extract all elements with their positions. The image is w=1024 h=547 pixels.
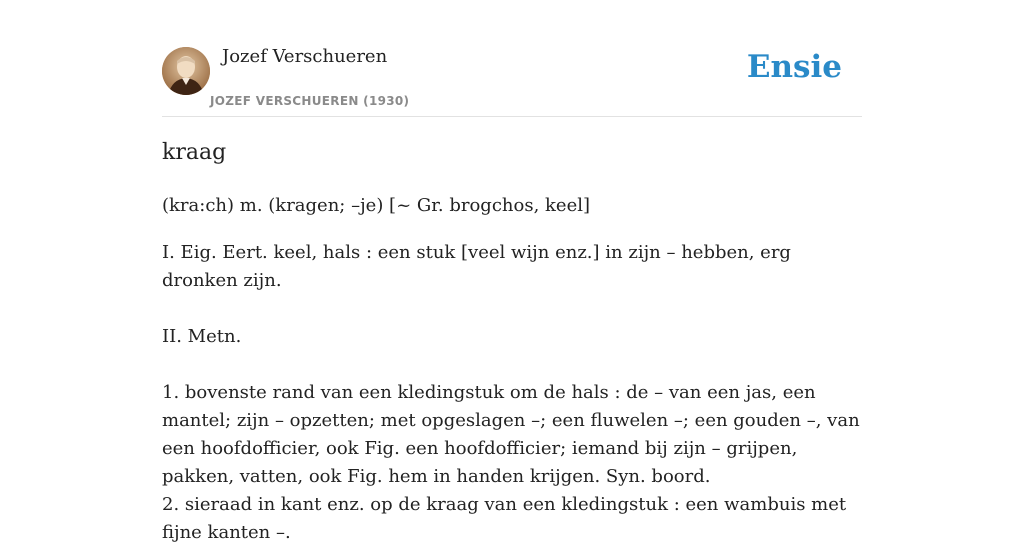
entry-body [162, 239, 862, 547]
page [162, 0, 862, 543]
paragraph-gap [162, 295, 862, 323]
source-label: JOZEF VERSCHUEREN (1930) [210, 94, 410, 108]
author-name[interactable]: Jozef Verschueren [222, 46, 388, 67]
subsense-2: 2. sieraad in kant enz. op de kraag van een kledingstuk : een wambuis met fijne kanten –. [162, 494, 847, 543]
author-avatar[interactable] [162, 47, 210, 95]
entry-header [162, 0, 862, 117]
sense-2: II. Metn. [162, 326, 242, 347]
brand-logo[interactable]: Ensie [746, 49, 842, 85]
paragraph-gap [162, 351, 862, 379]
subsense-1: 1. bovenste rand van een kledingstuk om de hals : de – van een jas, een mantel; zijn – opzetten; met opgeslagen –; een fluwelen –; een gouden –, van een hoofdofficier, ook Fig. een hoofdofficier; iemand bij zijn – grijpen, pakken, vatten, ook Fig. hem in handen krijgen. Syn. boord. [162, 382, 860, 487]
sense-1: I. Eig. Eert. keel, hals : een stuk [veel wijn enz.] in zijn – hebben, erg dronken zijn. [162, 242, 791, 291]
entry-etymology: (kra:ch) m. (kragen; –je) [~ Gr. brogchos, keel] [162, 195, 591, 216]
entry-headword: kraag [162, 140, 227, 165]
